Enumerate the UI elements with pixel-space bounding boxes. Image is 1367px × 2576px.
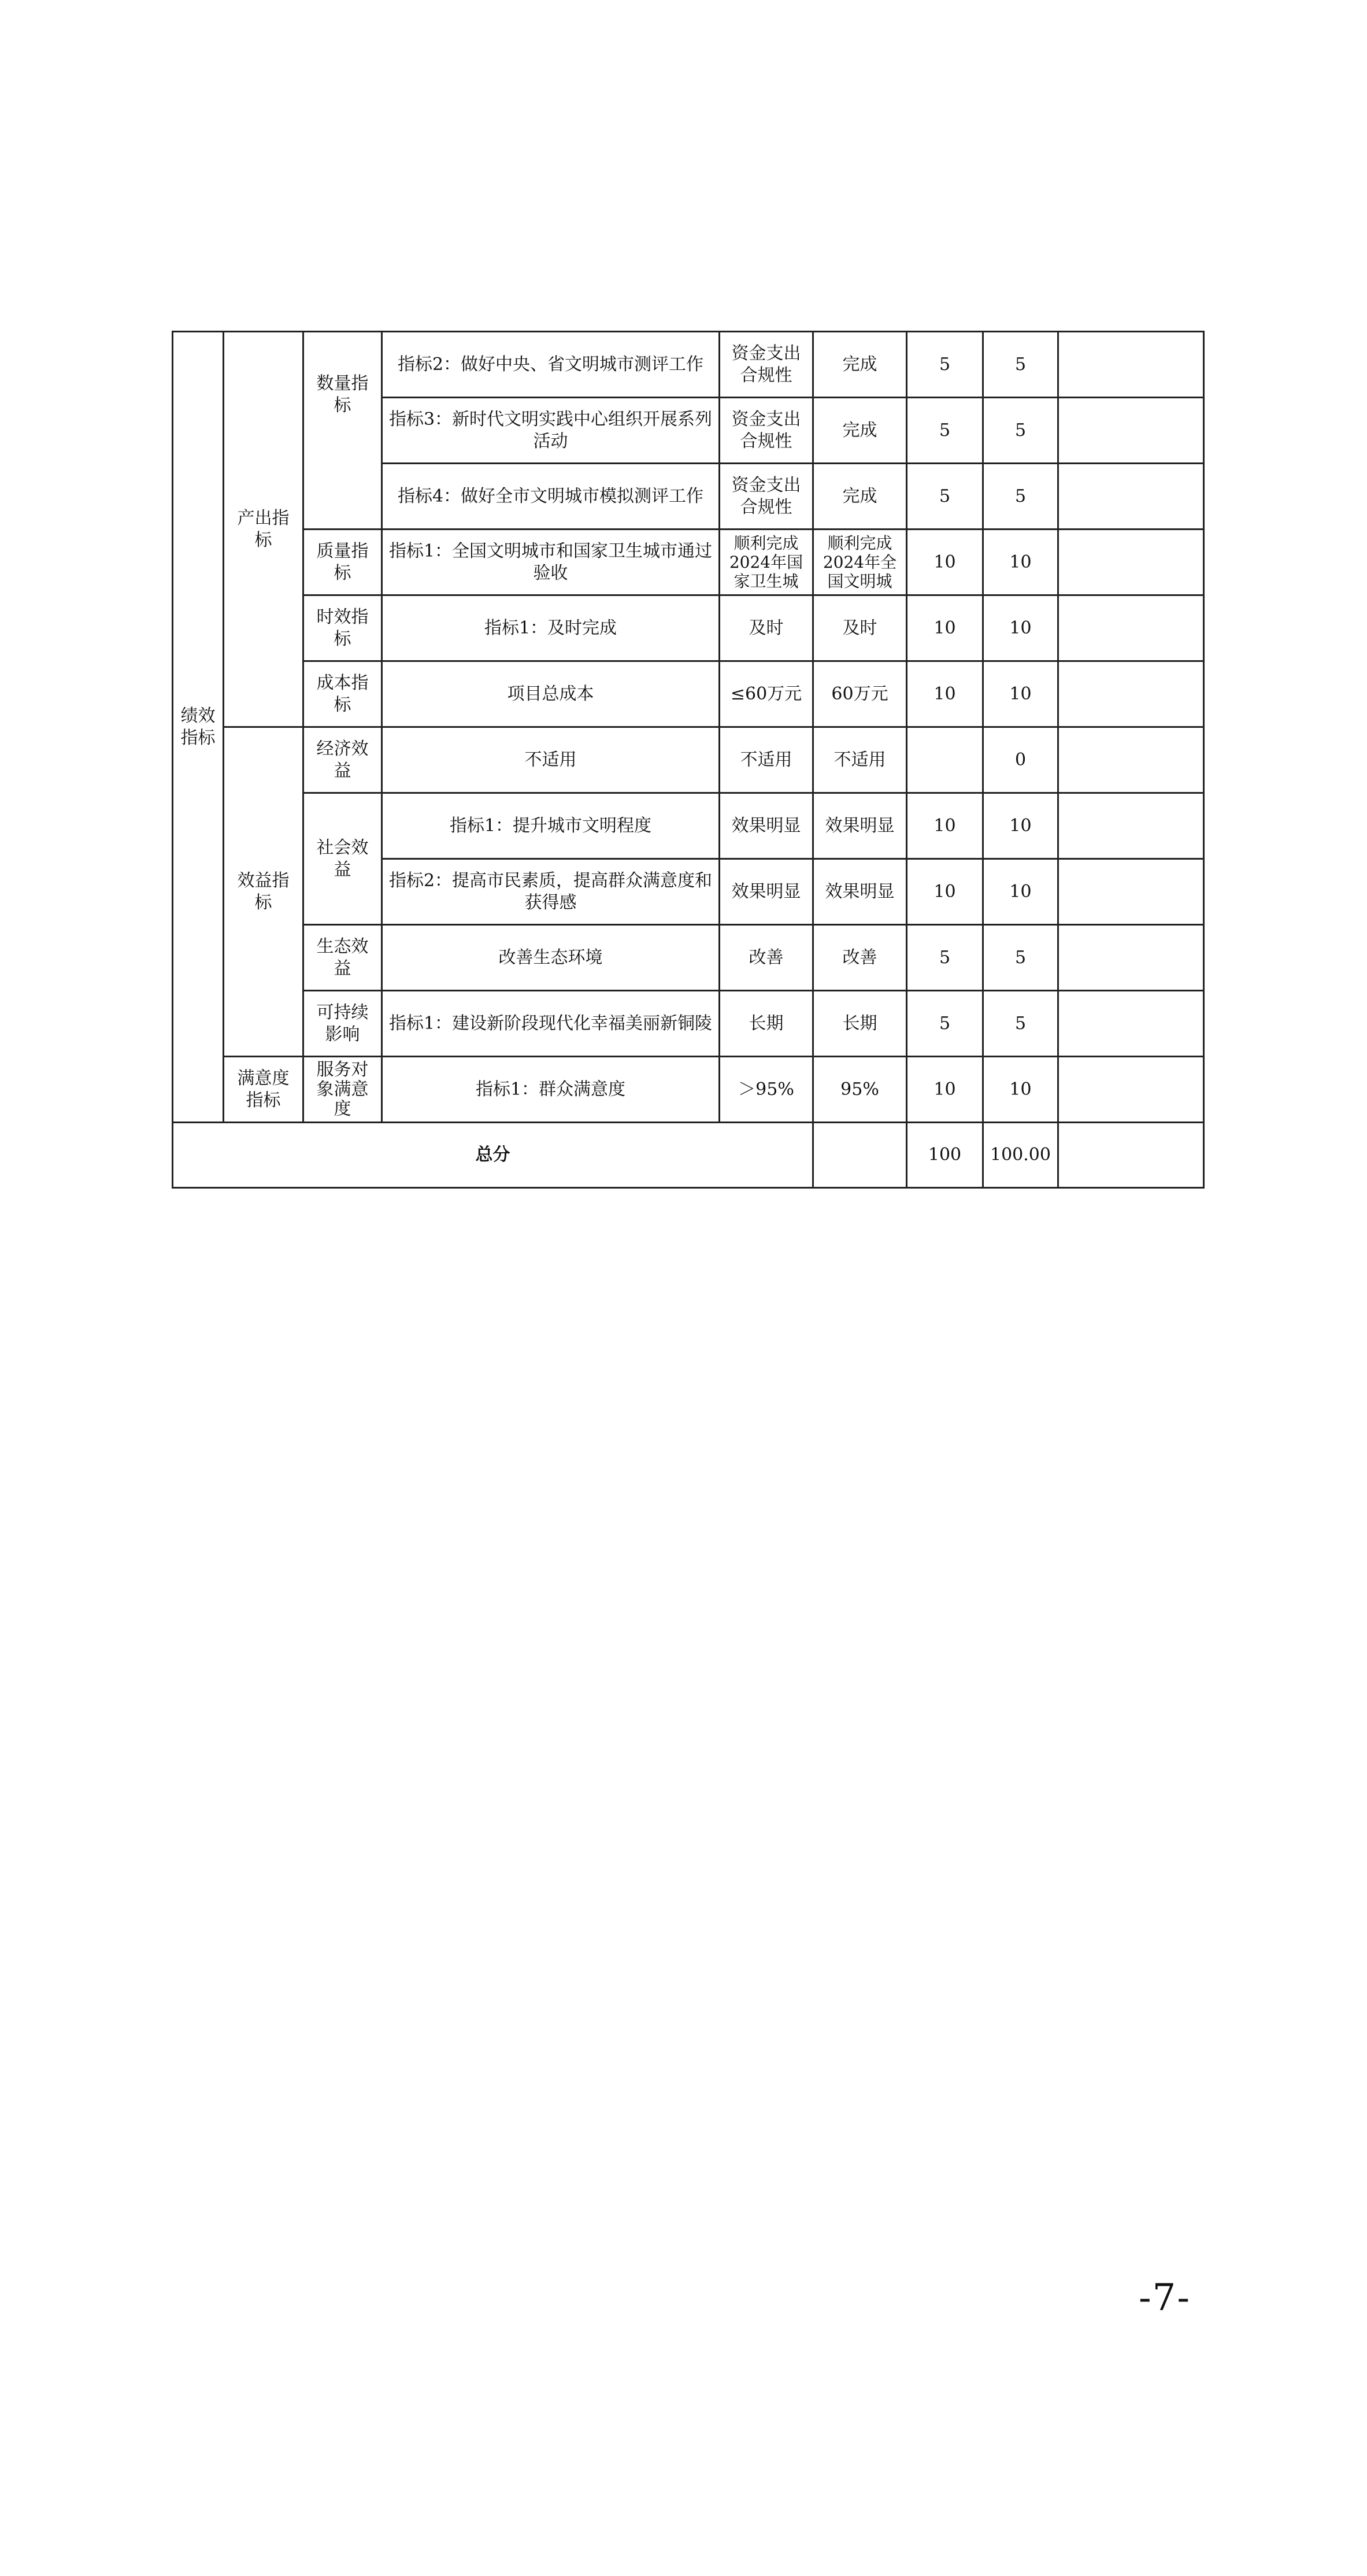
- actual-cell: 效果明显: [813, 859, 907, 925]
- target-cell: 长期: [720, 991, 813, 1057]
- score-cell: 10: [983, 793, 1058, 859]
- weight-cell: 10: [907, 859, 983, 925]
- indicator-cell: 指标3：新时代文明实践中心组织开展系列活动: [382, 398, 720, 464]
- score-cell: 0: [983, 727, 1058, 793]
- actual-cell: 改善: [813, 925, 907, 991]
- score-cell: 5: [983, 991, 1058, 1057]
- level3-ecological-cell: 生态效益: [303, 925, 382, 991]
- level3-quality-cell: 质量指标: [303, 530, 382, 595]
- weight-cell: 5: [907, 464, 983, 530]
- target-cell: 资金支出合规性: [720, 464, 813, 530]
- level1-cell: 绩效指标: [173, 332, 224, 1123]
- note-cell: [1058, 1057, 1204, 1123]
- page-number: -7-: [1139, 2277, 1191, 2319]
- weight-cell: 10: [907, 661, 983, 727]
- note-cell: [1058, 595, 1204, 661]
- total-row: [173, 1123, 1204, 1188]
- actual-cell: 及时: [813, 595, 907, 661]
- target-cell: 顺利完成2024年国家卫生城: [720, 530, 813, 595]
- score-cell: 5: [983, 464, 1058, 530]
- actual-cell: 顺利完成2024年全国文明城: [813, 530, 907, 595]
- target-cell: ＞95%: [720, 1057, 813, 1123]
- performance-indicator-table: [172, 331, 1205, 1189]
- note-cell: [1058, 793, 1204, 859]
- note-cell: [1058, 398, 1204, 464]
- indicator-cell: 指标1：建设新阶段现代化幸福美丽新铜陵: [382, 991, 720, 1057]
- indicator-cell: 改善生态环境: [382, 925, 720, 991]
- level3-social-cell: 社会效益: [303, 793, 382, 925]
- total-score-cell: 100.00: [983, 1123, 1058, 1188]
- actual-cell: 完成: [813, 332, 907, 398]
- target-cell: 改善: [720, 925, 813, 991]
- table-row: [173, 332, 1204, 398]
- note-cell: [1058, 727, 1204, 793]
- level2-satisfaction-cell: 满意度指标: [224, 1057, 303, 1123]
- note-cell: [1058, 530, 1204, 595]
- score-cell: 10: [983, 595, 1058, 661]
- indicator-cell: 指标1：提升城市文明程度: [382, 793, 720, 859]
- level3-timeliness-cell: 时效指标: [303, 595, 382, 661]
- note-cell: [1058, 661, 1204, 727]
- level2-output-cell: 产出指标: [224, 332, 303, 727]
- table-row: [173, 925, 1204, 991]
- note-cell: [1058, 991, 1204, 1057]
- score-cell: 5: [983, 925, 1058, 991]
- table-row: [173, 793, 1204, 859]
- target-cell: 效果明显: [720, 859, 813, 925]
- table-row: [173, 1057, 1204, 1123]
- actual-cell: 效果明显: [813, 793, 907, 859]
- indicator-cell: 指标1：群众满意度: [382, 1057, 720, 1123]
- total-weight-cell: 100: [907, 1123, 983, 1188]
- table-row: [173, 661, 1204, 727]
- total-blank-cell: [813, 1123, 907, 1188]
- target-cell: ≤60万元: [720, 661, 813, 727]
- table-row: [173, 727, 1204, 793]
- actual-cell: 95%: [813, 1057, 907, 1123]
- target-cell: 资金支出合规性: [720, 332, 813, 398]
- weight-cell: 5: [907, 991, 983, 1057]
- total-label-cell: 总分: [173, 1123, 813, 1188]
- score-cell: 10: [983, 859, 1058, 925]
- target-cell: 不适用: [720, 727, 813, 793]
- actual-cell: 长期: [813, 991, 907, 1057]
- note-cell: [1058, 332, 1204, 398]
- score-cell: 10: [983, 530, 1058, 595]
- score-cell: 5: [983, 398, 1058, 464]
- total-note-cell: [1058, 1123, 1204, 1188]
- target-cell: 效果明显: [720, 793, 813, 859]
- weight-cell: 10: [907, 595, 983, 661]
- level2-benefit-cell: 效益指标: [224, 727, 303, 1057]
- level3-service-cell: 服务对象满意度: [303, 1057, 382, 1123]
- note-cell: [1058, 464, 1204, 530]
- weight-cell: 5: [907, 925, 983, 991]
- weight-cell: 10: [907, 530, 983, 595]
- level3-cost-cell: 成本指标: [303, 661, 382, 727]
- indicator-cell: 指标1：及时完成: [382, 595, 720, 661]
- indicator-cell: 不适用: [382, 727, 720, 793]
- indicator-cell: 指标4：做好全市文明城市模拟测评工作: [382, 464, 720, 530]
- score-cell: 10: [983, 661, 1058, 727]
- weight-cell: 5: [907, 398, 983, 464]
- weight-cell: 10: [907, 1057, 983, 1123]
- weight-cell: 5: [907, 332, 983, 398]
- level3-economic-cell: 经济效益: [303, 727, 382, 793]
- note-cell: [1058, 859, 1204, 925]
- indicator-cell: 项目总成本: [382, 661, 720, 727]
- score-cell: 10: [983, 1057, 1058, 1123]
- indicator-cell: 指标1：全国文明城市和国家卫生城市通过验收: [382, 530, 720, 595]
- actual-cell: 完成: [813, 464, 907, 530]
- actual-cell: 完成: [813, 398, 907, 464]
- actual-cell: 60万元: [813, 661, 907, 727]
- table-row: [173, 530, 1204, 595]
- level3-sustainable-cell: 可持续影响: [303, 991, 382, 1057]
- level3-quantity-cell: 数量指标: [303, 332, 382, 530]
- indicator-cell: 指标2：做好中央、省文明城市测评工作: [382, 332, 720, 398]
- score-cell: 5: [983, 332, 1058, 398]
- weight-cell: [907, 727, 983, 793]
- target-cell: 及时: [720, 595, 813, 661]
- indicator-cell: 指标2：提高市民素质，提高群众满意度和获得感: [382, 859, 720, 925]
- table-row: [173, 991, 1204, 1057]
- actual-cell: 不适用: [813, 727, 907, 793]
- note-cell: [1058, 925, 1204, 991]
- target-cell: 资金支出合规性: [720, 398, 813, 464]
- weight-cell: 10: [907, 793, 983, 859]
- table-row: [173, 595, 1204, 661]
